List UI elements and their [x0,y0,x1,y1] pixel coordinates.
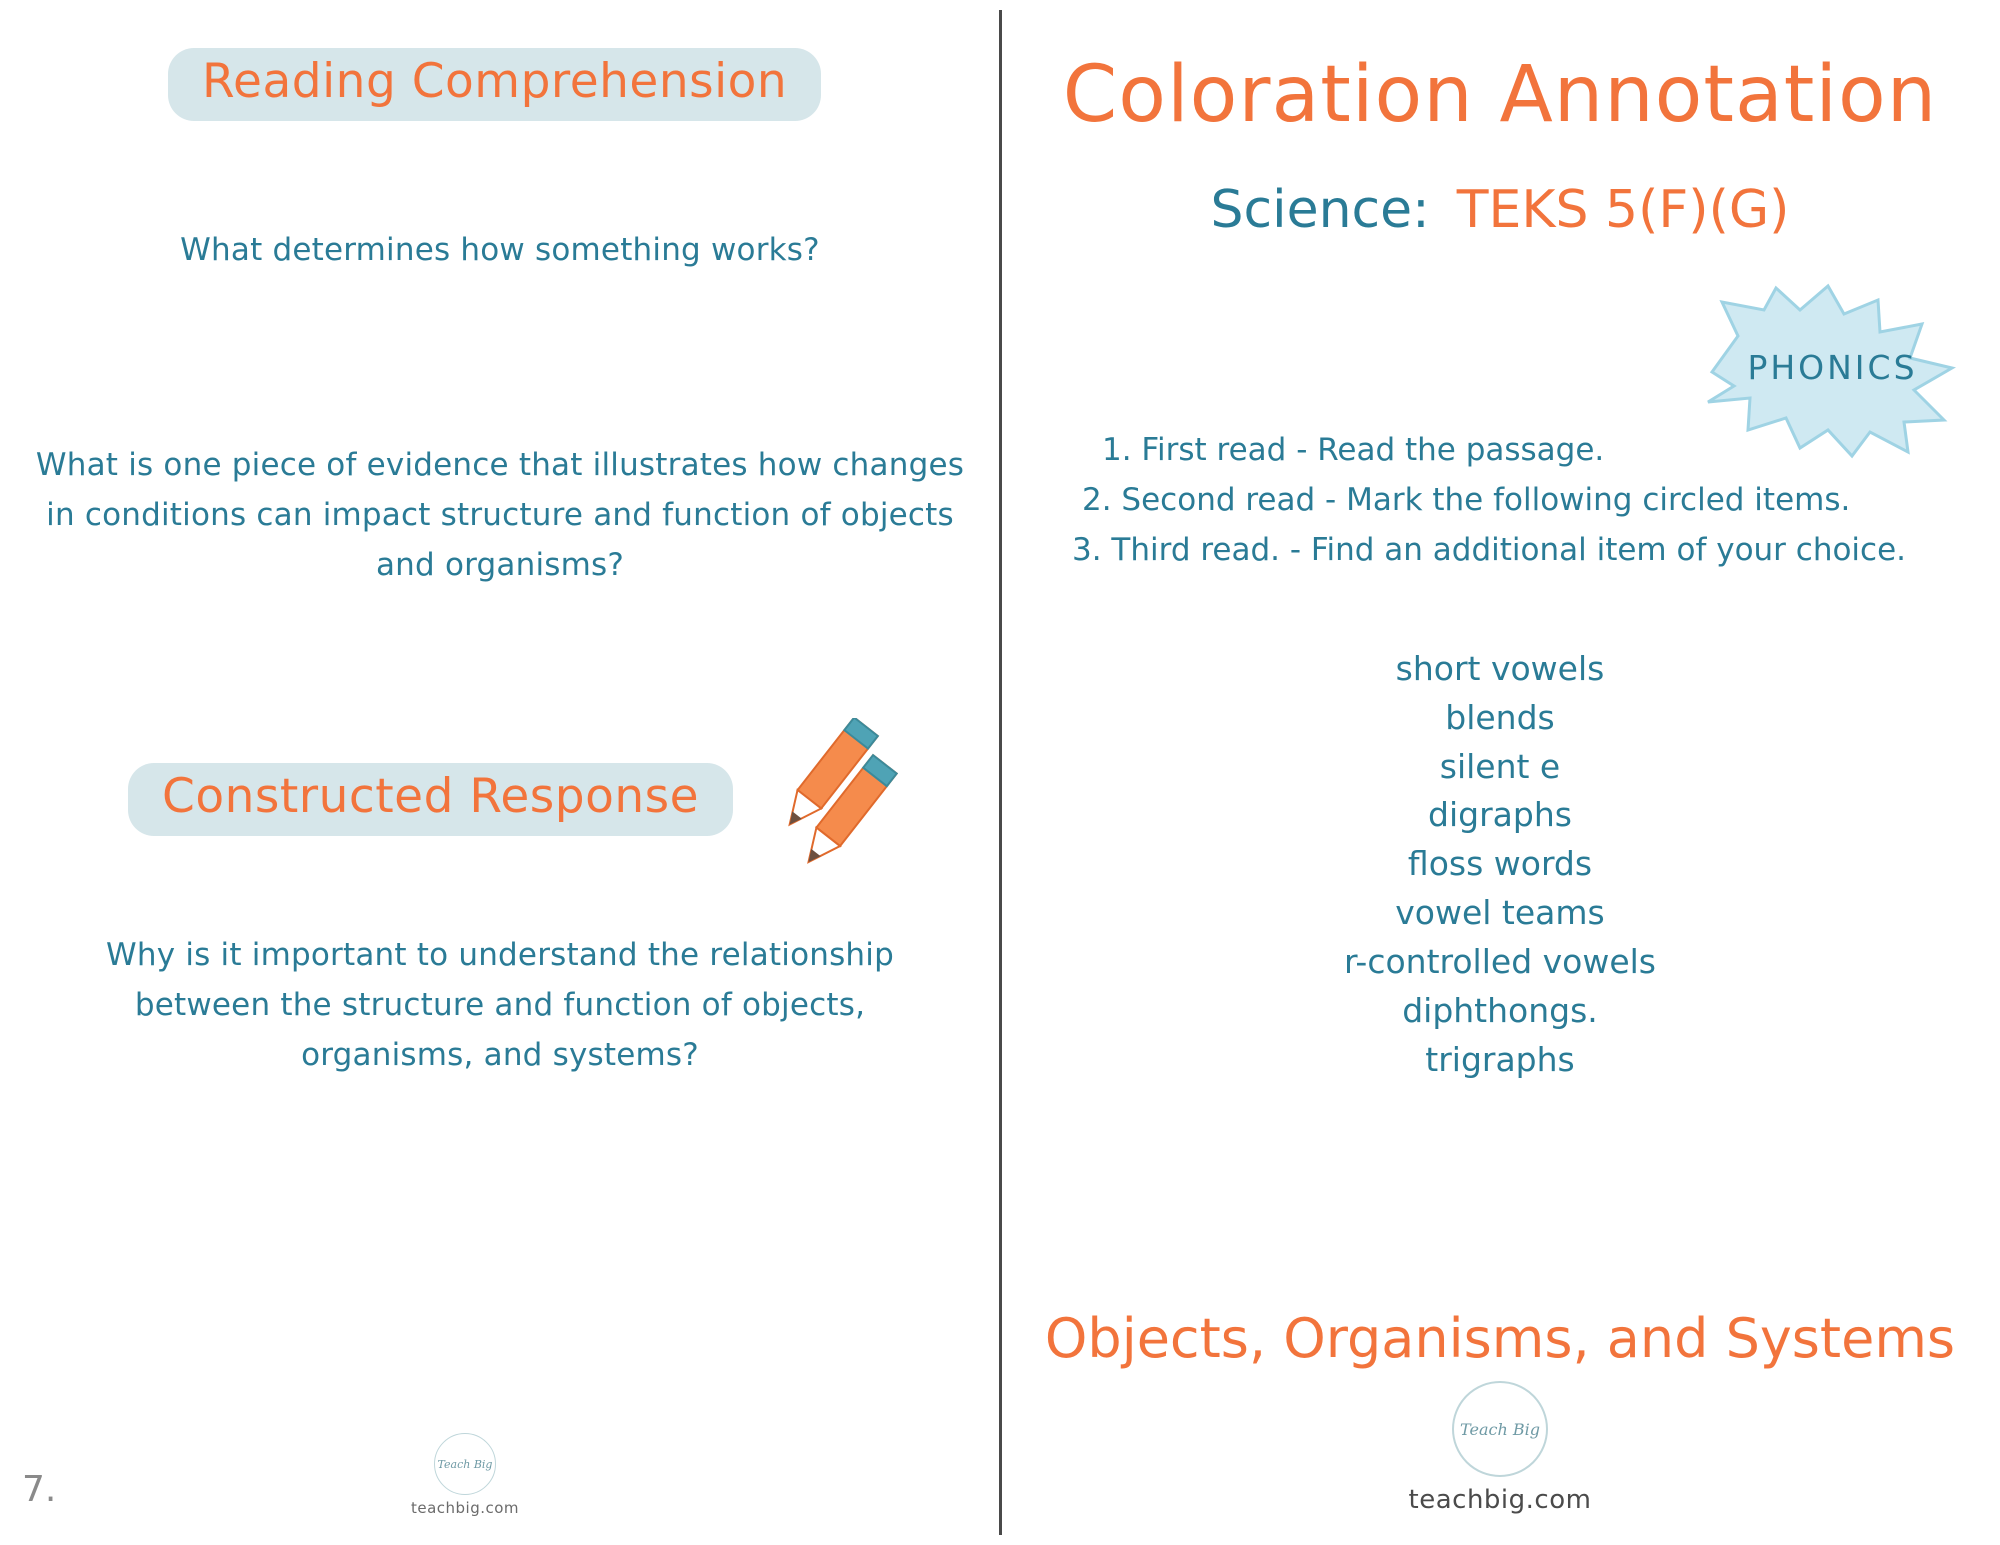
skill-item: diphthongs. [1402,990,1598,1030]
teachbig-logo-icon: Teach Big [1452,1381,1548,1477]
right-footer-url: teachbig.com [1408,1485,1592,1515]
subtitle-subject: Science: [1210,180,1430,240]
instruction-step: 2. Second read - Mark the following circled items. [1082,482,1851,519]
right-page [1000,0,2000,1545]
footer-topic-title: Objects, Organisms, and Systems [1044,1307,1956,1370]
instruction-step: 3. Third read. - Find an additional item of your choice. [1072,532,1907,569]
pill-background [128,763,733,836]
right-footer-logo [1000,1381,2000,1515]
reading-comprehension-heading-label: Reading Comprehension [202,54,788,109]
skill-item: short vowels [1395,649,1605,688]
left-footer-logo [400,1433,530,1517]
constructed-response-heading-pill [128,763,733,836]
instruction-steps [1030,425,1990,576]
reading-question-1: What determines how something works? [180,232,820,268]
skill-item: floss words [1407,844,1593,884]
teachbig-logo-icon: Teach Big [434,1433,496,1495]
phonics-badge-label: PHONICS [1747,348,1918,387]
left-footer-url: teachbig.com [410,1499,520,1517]
pencils-icon [757,718,917,878]
constructed-response-heading-label: Constructed Response [162,769,700,824]
page-subtitle [1000,180,2000,240]
constructed-response-question: Why is it important to understand the relationship between the structure and function of objects, organisms, and systems? [106,937,894,1074]
phonics-skill-list [1000,645,2000,1084]
subtitle-standard: TEKS 5(F)(G) [1456,180,1790,240]
pill-background [168,48,821,121]
instruction-step: 1. First read - Read the passage. [1102,432,1605,468]
page-number: 7. [22,1469,57,1510]
skill-item: blends [1445,697,1555,737]
reading-comprehension-heading-pill [168,48,821,121]
skill-item: silent e [1439,746,1561,786]
skill-item: r-controlled vowels [1343,941,1657,981]
skill-item: vowel teams [1395,893,1605,933]
skill-item: trigraphs [1425,1039,1575,1079]
skill-item: digraphs [1428,795,1572,835]
page-title: Coloration Annotation [1062,50,1938,140]
reading-question-2: What is one piece of evidence that illustrates how changes in conditions can impact structure and function of objects and organisms? [35,447,965,584]
